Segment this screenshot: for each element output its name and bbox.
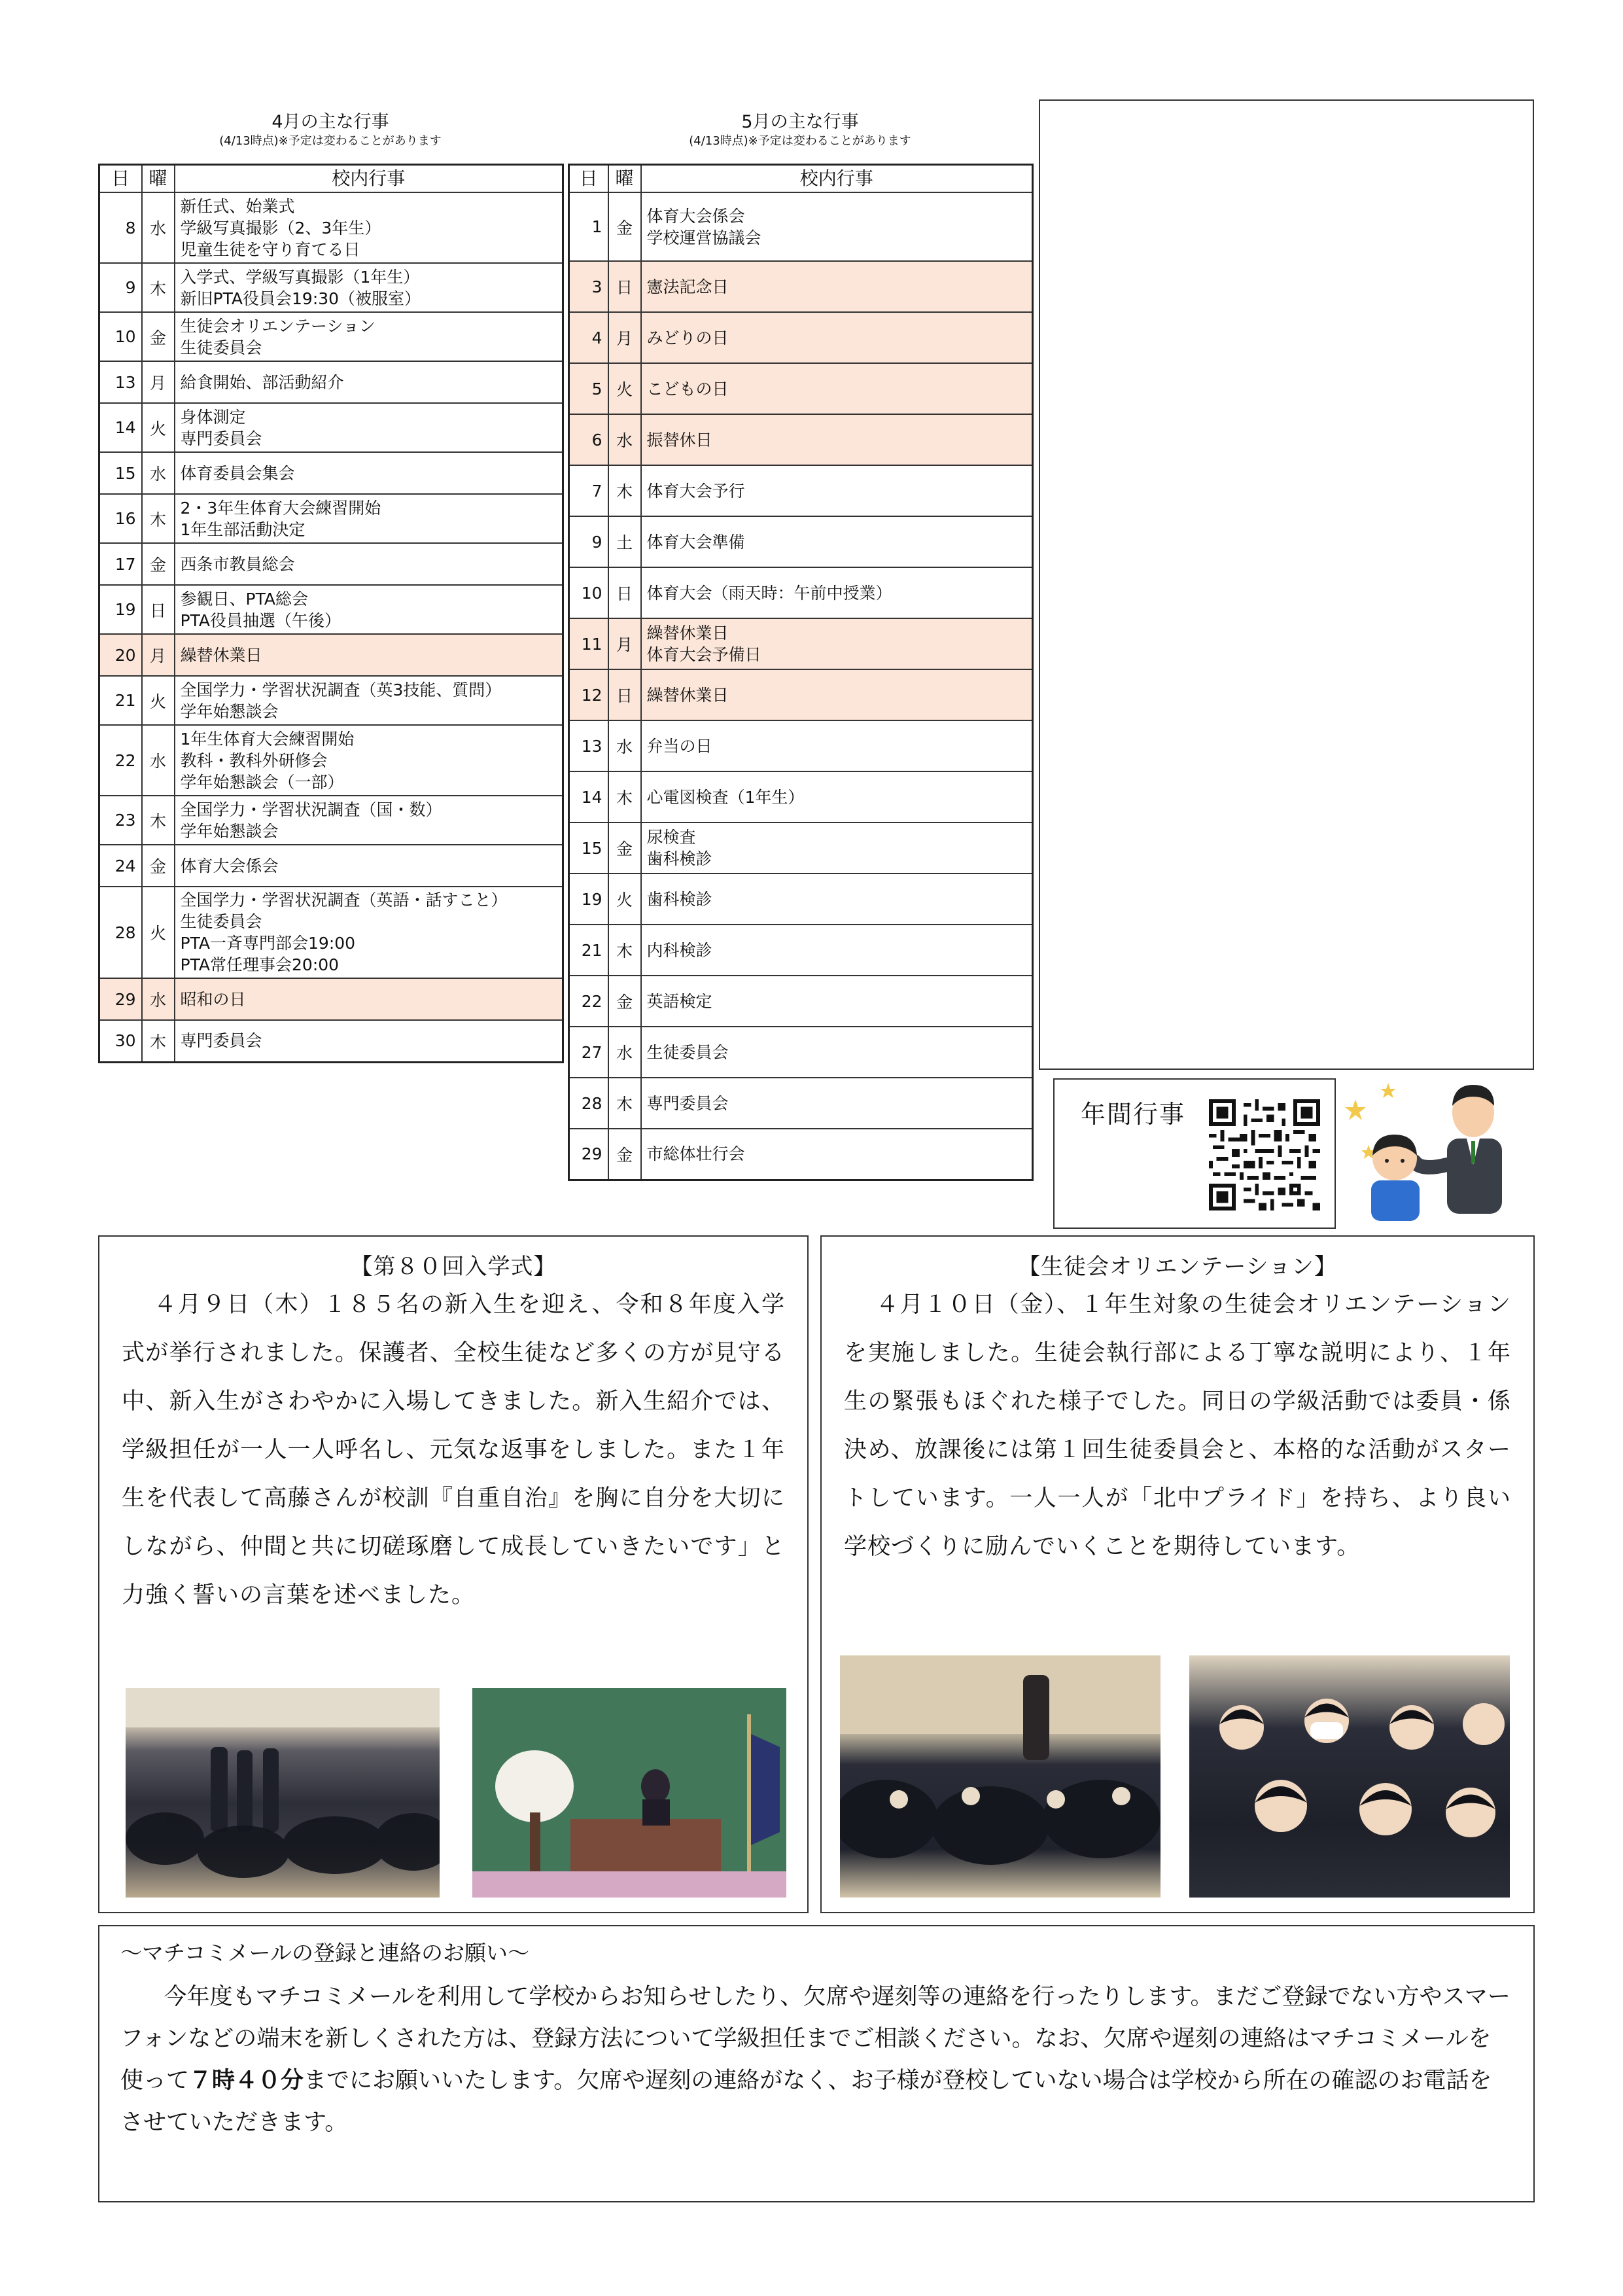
april-header-day: 日 <box>99 165 142 193</box>
may-row <box>569 874 1033 925</box>
april-header-events: 校内行事 <box>175 165 563 193</box>
may-calendar-header <box>568 111 1032 149</box>
may-cell-day: 27 <box>569 1027 608 1078</box>
april-row <box>99 263 563 312</box>
may-cell-day: 22 <box>569 976 608 1027</box>
april-cell-weekday: 木 <box>142 494 175 543</box>
may-row <box>569 822 1033 874</box>
april-cell-day: 15 <box>99 452 142 494</box>
may-calendar-title: 5月の主な行事 <box>741 112 859 132</box>
april-cell-day: 28 <box>99 887 142 978</box>
may-row <box>569 1027 1033 1078</box>
blank-notice-box <box>1039 99 1534 1070</box>
may-cell-day: 15 <box>569 822 608 874</box>
may-row <box>569 261 1033 312</box>
april-cell-weekday: 水 <box>142 978 175 1020</box>
april-cell-weekday: 日 <box>142 585 175 634</box>
april-cell-events: 体育大会係会 <box>175 845 563 887</box>
may-cell-weekday: 月 <box>608 618 641 669</box>
april-cell-day: 20 <box>99 634 142 676</box>
may-cell-weekday: 木 <box>608 771 641 822</box>
may-row <box>569 925 1033 976</box>
matchicomi-mail-notice <box>98 1925 1535 2202</box>
may-cell-weekday: 日 <box>608 567 641 618</box>
april-row <box>99 585 563 634</box>
april-cell-day: 8 <box>99 192 142 263</box>
may-cell-weekday: 水 <box>608 414 641 465</box>
annual-events-box[interactable] <box>1053 1078 1336 1229</box>
may-cell-day: 3 <box>569 261 608 312</box>
april-cell-events: 全国学力・学習状況調査（国・数） 学年始懇談会 <box>175 796 563 845</box>
april-cell-weekday: 月 <box>142 634 175 676</box>
april-cell-weekday: 火 <box>142 676 175 725</box>
april-cell-day: 21 <box>99 676 142 725</box>
april-cell-events: 繰替休業日 <box>175 634 563 676</box>
may-cell-day: 7 <box>569 465 608 516</box>
april-cell-events: 2・3年生体育大会練習開始 1年生部活動決定 <box>175 494 563 543</box>
april-cell-day: 19 <box>99 585 142 634</box>
april-cell-day: 22 <box>99 725 142 796</box>
april-row <box>99 1020 563 1062</box>
may-cell-weekday: 土 <box>608 516 641 567</box>
teacher-student-illustration-icon <box>1342 1073 1532 1224</box>
april-cell-weekday: 木 <box>142 796 175 845</box>
may-cell-weekday: 火 <box>608 874 641 925</box>
may-row <box>569 567 1033 618</box>
entrance-ceremony-title: 【第８０回入学式】 <box>350 1254 557 1280</box>
may-cell-day: 5 <box>569 363 608 414</box>
may-cell-events: 体育大会（雨天時：午前中授業） <box>641 567 1033 618</box>
april-row <box>99 403 563 452</box>
may-cell-day: 11 <box>569 618 608 669</box>
may-cell-day: 21 <box>569 925 608 976</box>
april-cell-day: 24 <box>99 845 142 887</box>
april-cell-weekday: 火 <box>142 403 175 452</box>
may-cell-day: 28 <box>569 1078 608 1129</box>
notice-title: ～マチコミメールの登録と連絡のお願い～ <box>120 1940 530 1966</box>
april-row <box>99 192 563 263</box>
may-cell-events: みどりの日 <box>641 312 1033 363</box>
april-cell-events: 給食開始、部活動紹介 <box>175 361 563 403</box>
april-row <box>99 887 563 978</box>
may-cell-day: 12 <box>569 669 608 720</box>
may-cell-events: 繰替休業日 <box>641 669 1033 720</box>
may-cell-events: 尿検査 歯科検診 <box>641 822 1033 874</box>
may-row <box>569 516 1033 567</box>
april-row <box>99 494 563 543</box>
may-cell-weekday: 日 <box>608 261 641 312</box>
entrance-ceremony-body: ４月９日（木）１８５名の新入生を迎え、令和８年度入学式が挙行されました。保護者、全校生徒など多くの方が見守る中、新入生がさわやかに入場してきました。新入生紹介では、学級担任が一人一人呼名し、元気な返事をしました。また１年生を代表して高藤さんが校訓『自重自治』を胸に自分を大切にしながら、仲間と共に切磋琢磨して成長していきたいです」と力強く誓いの言葉を述べました。 <box>122 1292 785 1608</box>
april-cell-events: 全国学力・学習状況調査（英3技能、質問） 学年始懇談会 <box>175 676 563 725</box>
april-cell-day: 14 <box>99 403 142 452</box>
may-cell-weekday: 月 <box>608 312 641 363</box>
may-cell-events: 生徒委員会 <box>641 1027 1033 1078</box>
may-cell-weekday: 火 <box>608 363 641 414</box>
may-cell-events: 弁当の日 <box>641 720 1033 771</box>
april-row <box>99 796 563 845</box>
may-cell-events: 英語検定 <box>641 976 1033 1027</box>
may-row <box>569 1078 1033 1129</box>
may-cell-day: 4 <box>569 312 608 363</box>
april-cell-weekday: 水 <box>142 725 175 796</box>
may-cell-events: 繰替休業日 体育大会予備日 <box>641 618 1033 669</box>
qr-code-icon[interactable] <box>1209 1099 1320 1210</box>
may-cell-events: 内科検診 <box>641 925 1033 976</box>
april-cell-events: 新任式、始業式 学級写真撮影（2、3年生） 児童生徒を守り育てる日 <box>175 192 563 263</box>
may-cell-day: 9 <box>569 516 608 567</box>
april-cell-events: 身体測定 専門委員会 <box>175 403 563 452</box>
may-calendar-table <box>568 164 1034 1181</box>
may-cell-events: こどもの日 <box>641 363 1033 414</box>
may-cell-weekday: 木 <box>608 465 641 516</box>
may-cell-weekday: 日 <box>608 669 641 720</box>
may-row <box>569 771 1033 822</box>
may-cell-day: 19 <box>569 874 608 925</box>
may-cell-events: 歯科検診 <box>641 874 1033 925</box>
may-cell-weekday: 金 <box>608 1129 641 1180</box>
april-row <box>99 725 563 796</box>
may-cell-events: 体育大会予行 <box>641 465 1033 516</box>
april-cell-weekday: 水 <box>142 192 175 263</box>
may-header-weekday: 曜 <box>608 165 641 193</box>
entrance-photo-students <box>126 1688 440 1898</box>
annual-events-label: 年間行事 <box>1081 1100 1186 1129</box>
may-header-day: 日 <box>569 165 608 193</box>
may-calendar-note: (4/13時点)※予定は変わることがあります <box>689 134 911 148</box>
april-calendar-title: 4月の主な行事 <box>271 112 389 132</box>
may-row <box>569 363 1033 414</box>
may-cell-weekday: 金 <box>608 192 641 261</box>
april-cell-day: 23 <box>99 796 142 845</box>
april-cell-day: 10 <box>99 312 142 361</box>
april-cell-events: 体育委員会集会 <box>175 452 563 494</box>
april-cell-events: 西条市教員総会 <box>175 543 563 585</box>
april-row <box>99 312 563 361</box>
april-cell-events: 全国学力・学習状況調査（英語・話すこと） 生徒委員会 PTA一斉専門部会19:00 PTA常任理事会20:00 <box>175 887 563 978</box>
may-row <box>569 976 1033 1027</box>
may-header-events: 校内行事 <box>641 165 1033 193</box>
may-row <box>569 669 1033 720</box>
april-header-weekday: 曜 <box>142 165 175 193</box>
april-row <box>99 845 563 887</box>
april-row <box>99 543 563 585</box>
april-calendar-header <box>98 111 563 149</box>
april-cell-weekday: 金 <box>142 845 175 887</box>
april-cell-day: 16 <box>99 494 142 543</box>
orientation-title: 【生徒会オリエンテーション】 <box>1018 1254 1337 1280</box>
orientation-body: ４月１０日（金）、１年生対象の生徒会オリエンテーションを実施しました。生徒会執行部による丁寧な説明により、１年生の緊張もほぐれた様子でした。同日の学級活動では委員・係決め、放課後には第１回生徒委員会と、本格的な活動がスタートしています。一人一人が「北中プライド」を持ち、より良い学校づくりに励んでいくことを期待しています。 <box>844 1292 1511 1560</box>
notice-body-part2: までにお願いいたします。欠席や遅刻の連絡がなく、お子様が登校していない場合は学校から所在の確認のお電話をさせていただきます。 <box>120 2068 1492 2136</box>
may-row <box>569 414 1033 465</box>
april-row <box>99 978 563 1020</box>
may-cell-day: 6 <box>569 414 608 465</box>
may-cell-day: 29 <box>569 1129 608 1180</box>
notice-body <box>120 1976 1514 2144</box>
april-calendar-note: (4/13時点)※予定は変わることがあります <box>219 134 442 148</box>
april-row <box>99 361 563 403</box>
may-cell-weekday: 木 <box>608 925 641 976</box>
april-cell-weekday: 木 <box>142 263 175 312</box>
april-cell-weekday: 火 <box>142 887 175 978</box>
may-row <box>569 192 1033 261</box>
may-cell-weekday: 金 <box>608 976 641 1027</box>
may-row <box>569 312 1033 363</box>
april-row <box>99 452 563 494</box>
orientation-photo-students <box>1189 1655 1510 1898</box>
entrance-photo-stage <box>472 1688 786 1898</box>
may-cell-weekday: 金 <box>608 822 641 874</box>
may-cell-weekday: 水 <box>608 1027 641 1078</box>
april-row <box>99 676 563 725</box>
may-cell-events: 振替休日 <box>641 414 1033 465</box>
notice-deadline: ７時４０分 <box>189 2068 304 2094</box>
april-cell-weekday: 金 <box>142 312 175 361</box>
may-cell-events: 体育大会係会 学校運営協議会 <box>641 192 1033 261</box>
april-cell-day: 30 <box>99 1020 142 1062</box>
may-cell-day: 10 <box>569 567 608 618</box>
may-cell-events: 心電図検査（1年生） <box>641 771 1033 822</box>
april-cell-weekday: 月 <box>142 361 175 403</box>
april-cell-day: 17 <box>99 543 142 585</box>
may-row <box>569 465 1033 516</box>
april-cell-weekday: 水 <box>142 452 175 494</box>
may-cell-weekday: 水 <box>608 720 641 771</box>
april-cell-weekday: 金 <box>142 543 175 585</box>
may-cell-day: 13 <box>569 720 608 771</box>
may-cell-events: 体育大会準備 <box>641 516 1033 567</box>
may-cell-events: 専門委員会 <box>641 1078 1033 1129</box>
may-cell-weekday: 木 <box>608 1078 641 1129</box>
may-row <box>569 618 1033 669</box>
may-row <box>569 720 1033 771</box>
april-cell-events: 生徒会オリエンテーション 生徒委員会 <box>175 312 563 361</box>
april-cell-day: 29 <box>99 978 142 1020</box>
may-cell-day: 1 <box>569 192 608 261</box>
may-row <box>569 1129 1033 1180</box>
april-cell-events: 1年生体育大会練習開始 教科・教科外研修会 学年始懇談会（一部） <box>175 725 563 796</box>
april-row <box>99 634 563 676</box>
may-cell-events: 市総体壮行会 <box>641 1129 1033 1180</box>
april-cell-weekday: 木 <box>142 1020 175 1062</box>
april-cell-events: 昭和の日 <box>175 978 563 1020</box>
april-cell-events: 専門委員会 <box>175 1020 563 1062</box>
orientation-photo-hall <box>840 1655 1161 1898</box>
notice-body-part1: 今年度もマチコミメールを利用して学校からお知らせしたり、欠席や遅刻等の連絡を行ったりします。まだご登録でない方やスマーフォンなどの端末を新しくされた方は、登録方法について学級担任までご相談ください。なお、欠席や遅刻の連絡はマチコミメールを使って <box>120 1984 1510 2094</box>
april-cell-events: 入学式、学級写真撮影（1年生） 新旧PTA役員会19:30（被服室） <box>175 263 563 312</box>
may-cell-day: 14 <box>569 771 608 822</box>
april-cell-day: 13 <box>99 361 142 403</box>
april-calendar-table <box>98 164 564 1063</box>
may-cell-events: 憲法記念日 <box>641 261 1033 312</box>
april-cell-day: 9 <box>99 263 142 312</box>
april-cell-events: 参観日、PTA総会 PTA役員抽選（午後） <box>175 585 563 634</box>
